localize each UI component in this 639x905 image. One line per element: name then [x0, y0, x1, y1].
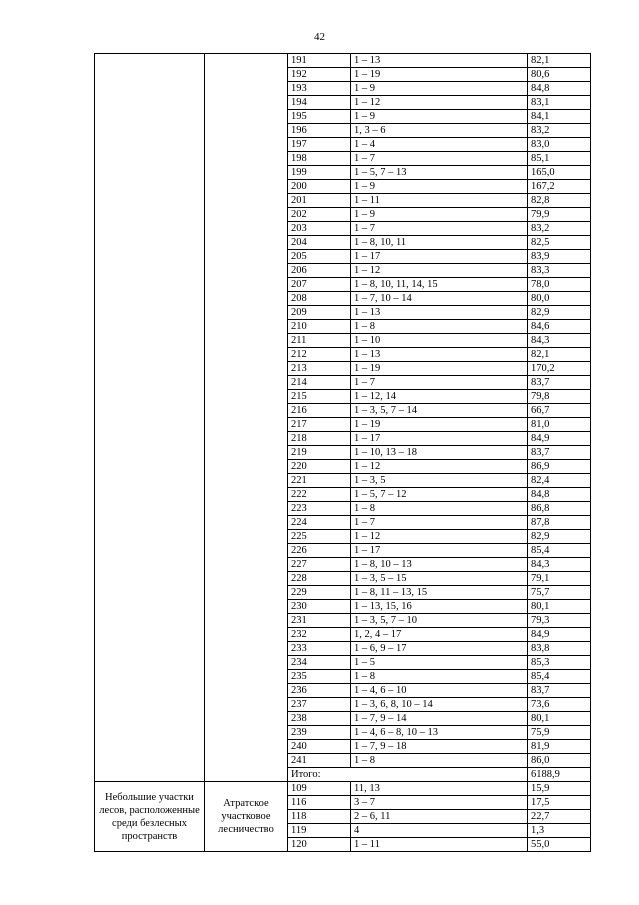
- area-cell: 87,8: [528, 516, 591, 530]
- subcompartment-cell: 1 – 3, 5: [351, 474, 528, 488]
- quarter-cell: 227: [288, 558, 351, 572]
- area-cell: 66,7: [528, 404, 591, 418]
- area-cell: 82,5: [528, 236, 591, 250]
- quarter-cell: 200: [288, 180, 351, 194]
- quarter-cell: 192: [288, 68, 351, 82]
- table-row: [95, 782, 591, 796]
- subcompartment-cell: 1 – 6, 9 – 17: [351, 642, 528, 656]
- subcompartment-cell: 1 – 4, 6 – 10: [351, 684, 528, 698]
- area-cell: 85,1: [528, 152, 591, 166]
- quarter-cell: 222: [288, 488, 351, 502]
- subcompartment-cell: 1 – 8, 11 – 13, 15: [351, 586, 528, 600]
- quarter-cell: 220: [288, 460, 351, 474]
- quarter-cell: 240: [288, 740, 351, 754]
- area-cell: 85,4: [528, 670, 591, 684]
- subcompartment-cell: 1 – 5, 7 – 13: [351, 166, 528, 180]
- quarter-cell: 221: [288, 474, 351, 488]
- quarter-cell: 120: [288, 838, 351, 852]
- page-number: 42: [314, 31, 325, 43]
- quarter-cell: 223: [288, 502, 351, 516]
- subcompartment-cell: 1 – 12: [351, 460, 528, 474]
- subcompartment-cell: 1 – 7: [351, 376, 528, 390]
- subcompartment-cell: 1 – 8: [351, 670, 528, 684]
- quarter-cell: 208: [288, 292, 351, 306]
- subcompartment-cell: 1 – 10, 13 – 18: [351, 446, 528, 460]
- subcompartment-cell: 1 – 5: [351, 656, 528, 670]
- quarter-cell: 232: [288, 628, 351, 642]
- subcompartment-cell: 2 – 6, 11: [351, 810, 528, 824]
- area-cell: 83,2: [528, 124, 591, 138]
- subcompartment-cell: 1 – 7: [351, 152, 528, 166]
- area-cell: 84,3: [528, 558, 591, 572]
- area-cell: 83,1: [528, 96, 591, 110]
- area-cell: 80,1: [528, 600, 591, 614]
- subcompartment-cell: 1 – 9: [351, 110, 528, 124]
- category-cell-empty: [95, 54, 205, 782]
- subcompartment-cell: 1 – 9: [351, 208, 528, 222]
- subcompartment-cell: 1 – 8: [351, 754, 528, 768]
- quarter-cell: 205: [288, 250, 351, 264]
- area-cell: 84,9: [528, 628, 591, 642]
- quarter-cell: 218: [288, 432, 351, 446]
- subcompartment-cell: 1 – 7, 9 – 18: [351, 740, 528, 754]
- subcompartment-cell: 1 – 19: [351, 418, 528, 432]
- area-cell: 82,1: [528, 348, 591, 362]
- area-cell: 84,1: [528, 110, 591, 124]
- subcompartment-cell: 3 – 7: [351, 796, 528, 810]
- area-cell: 17,5: [528, 796, 591, 810]
- area-cell: 85,3: [528, 656, 591, 670]
- area-cell: 86,9: [528, 460, 591, 474]
- quarter-cell: 207: [288, 278, 351, 292]
- area-cell: 82,8: [528, 194, 591, 208]
- quarter-cell: 196: [288, 124, 351, 138]
- quarter-cell: 109: [288, 782, 351, 796]
- area-cell: 83,9: [528, 250, 591, 264]
- forestry-cell: Атратское участковое лесничество: [205, 782, 288, 852]
- quarter-cell: 239: [288, 726, 351, 740]
- subcompartment-cell: 1 – 5, 7 – 12: [351, 488, 528, 502]
- subcompartment-cell: 1 – 9: [351, 82, 528, 96]
- area-cell: 167,2: [528, 180, 591, 194]
- subcompartment-cell: 1 – 11: [351, 194, 528, 208]
- subcompartment-cell: 1 – 11: [351, 838, 528, 852]
- quarter-cell: 212: [288, 348, 351, 362]
- subcompartment-cell: 1 – 8: [351, 320, 528, 334]
- subcompartment-cell: 11, 13: [351, 782, 528, 796]
- quarter-cell: 224: [288, 516, 351, 530]
- quarter-cell: 226: [288, 544, 351, 558]
- area-cell: 78,0: [528, 278, 591, 292]
- area-cell: 81,9: [528, 740, 591, 754]
- area-cell: 15,9: [528, 782, 591, 796]
- quarter-cell: 230: [288, 600, 351, 614]
- forestry-cell-empty: [205, 54, 288, 782]
- total-area: 6188,9: [528, 768, 591, 782]
- quarter-cell: 197: [288, 138, 351, 152]
- quarter-cell: 213: [288, 362, 351, 376]
- subcompartment-cell: 1 – 7, 9 – 14: [351, 712, 528, 726]
- subcompartment-cell: 1 – 17: [351, 250, 528, 264]
- subcompartment-cell: 1 – 8, 10, 11, 14, 15: [351, 278, 528, 292]
- quarter-cell: 195: [288, 110, 351, 124]
- quarter-cell: 119: [288, 824, 351, 838]
- quarter-cell: 217: [288, 418, 351, 432]
- area-cell: 75,7: [528, 586, 591, 600]
- subcompartment-cell: 1 – 9: [351, 180, 528, 194]
- quarter-cell: 237: [288, 698, 351, 712]
- subcompartment-cell: 1 – 19: [351, 362, 528, 376]
- quarter-cell: 228: [288, 572, 351, 586]
- area-cell: 83,7: [528, 684, 591, 698]
- quarter-cell: 236: [288, 684, 351, 698]
- area-cell: 73,6: [528, 698, 591, 712]
- quarter-cell: 204: [288, 236, 351, 250]
- quarter-cell: 211: [288, 334, 351, 348]
- area-cell: 22,7: [528, 810, 591, 824]
- area-cell: 79,8: [528, 390, 591, 404]
- area-cell: 81,0: [528, 418, 591, 432]
- subcompartment-cell: 1 – 4: [351, 138, 528, 152]
- quarter-cell: 209: [288, 306, 351, 320]
- area-cell: 82,1: [528, 54, 591, 68]
- quarter-cell: 238: [288, 712, 351, 726]
- quarter-cell: 234: [288, 656, 351, 670]
- subcompartment-cell: 1 – 17: [351, 544, 528, 558]
- subcompartment-cell: 1 – 12, 14: [351, 390, 528, 404]
- area-cell: 83,3: [528, 264, 591, 278]
- quarter-cell: 203: [288, 222, 351, 236]
- quarter-cell: 235: [288, 670, 351, 684]
- quarter-cell: 229: [288, 586, 351, 600]
- subcompartment-cell: 1 – 7: [351, 516, 528, 530]
- subcompartment-cell: 1 – 12: [351, 96, 528, 110]
- subcompartment-cell: 4: [351, 824, 528, 838]
- area-cell: 82,9: [528, 530, 591, 544]
- subcompartment-cell: 1 – 10: [351, 334, 528, 348]
- quarter-cell: 219: [288, 446, 351, 460]
- area-cell: 86,0: [528, 754, 591, 768]
- forest-plots-table: [94, 53, 591, 852]
- area-cell: 82,4: [528, 474, 591, 488]
- area-cell: 79,1: [528, 572, 591, 586]
- area-cell: 83,2: [528, 222, 591, 236]
- area-cell: 170,2: [528, 362, 591, 376]
- quarter-cell: 214: [288, 376, 351, 390]
- subcompartment-cell: 1 – 3, 5, 7 – 14: [351, 404, 528, 418]
- area-cell: 165,0: [528, 166, 591, 180]
- quarter-cell: 215: [288, 390, 351, 404]
- total-label: Итого:: [288, 768, 528, 782]
- quarter-cell: 201: [288, 194, 351, 208]
- area-cell: 55,0: [528, 838, 591, 852]
- subcompartment-cell: 1 – 17: [351, 432, 528, 446]
- category-cell: Небольшие участки лесов, расположенные среди безлесных пространств: [95, 782, 205, 852]
- area-cell: 80,6: [528, 68, 591, 82]
- subcompartment-cell: 1 – 8: [351, 502, 528, 516]
- subcompartment-cell: 1 – 12: [351, 264, 528, 278]
- subcompartment-cell: 1 – 12: [351, 530, 528, 544]
- area-cell: 84,9: [528, 432, 591, 446]
- quarter-cell: 231: [288, 614, 351, 628]
- quarter-cell: 233: [288, 642, 351, 656]
- area-cell: 84,3: [528, 334, 591, 348]
- quarter-cell: 225: [288, 530, 351, 544]
- subcompartment-cell: 1 – 3, 5, 7 – 10: [351, 614, 528, 628]
- quarter-cell: 241: [288, 754, 351, 768]
- subcompartment-cell: 1 – 13, 15, 16: [351, 600, 528, 614]
- subcompartment-cell: 1 – 19: [351, 68, 528, 82]
- quarter-cell: 116: [288, 796, 351, 810]
- subcompartment-cell: 1 – 7, 10 – 14: [351, 292, 528, 306]
- area-cell: 82,9: [528, 306, 591, 320]
- subcompartment-cell: 1 – 7: [351, 222, 528, 236]
- area-cell: 80,1: [528, 712, 591, 726]
- table-body: [95, 54, 591, 852]
- subcompartment-cell: 1 – 13: [351, 54, 528, 68]
- area-cell: 80,0: [528, 292, 591, 306]
- quarter-cell: 194: [288, 96, 351, 110]
- quarter-cell: 206: [288, 264, 351, 278]
- subcompartment-cell: 1 – 8, 10, 11: [351, 236, 528, 250]
- table-row: [95, 54, 591, 68]
- subcompartment-cell: 1 – 8, 10 – 13: [351, 558, 528, 572]
- area-cell: 79,3: [528, 614, 591, 628]
- subcompartment-cell: 1 – 4, 6 – 8, 10 – 13: [351, 726, 528, 740]
- quarter-cell: 202: [288, 208, 351, 222]
- area-cell: 84,8: [528, 82, 591, 96]
- subcompartment-cell: 1 – 3, 6, 8, 10 – 14: [351, 698, 528, 712]
- area-cell: 85,4: [528, 544, 591, 558]
- subcompartment-cell: 1, 3 – 6: [351, 124, 528, 138]
- area-cell: 83,8: [528, 642, 591, 656]
- area-cell: 75,9: [528, 726, 591, 740]
- area-cell: 86,8: [528, 502, 591, 516]
- area-cell: 83,7: [528, 376, 591, 390]
- subcompartment-cell: 1, 2, 4 – 17: [351, 628, 528, 642]
- area-cell: 1,3: [528, 824, 591, 838]
- area-cell: 79,9: [528, 208, 591, 222]
- quarter-cell: 118: [288, 810, 351, 824]
- area-cell: 84,6: [528, 320, 591, 334]
- quarter-cell: 198: [288, 152, 351, 166]
- quarter-cell: 216: [288, 404, 351, 418]
- quarter-cell: 191: [288, 54, 351, 68]
- subcompartment-cell: 1 – 13: [351, 306, 528, 320]
- area-cell: 83,7: [528, 446, 591, 460]
- quarter-cell: 193: [288, 82, 351, 96]
- subcompartment-cell: 1 – 3, 5 – 15: [351, 572, 528, 586]
- area-cell: 84,8: [528, 488, 591, 502]
- area-cell: 83,0: [528, 138, 591, 152]
- quarter-cell: 199: [288, 166, 351, 180]
- quarter-cell: 210: [288, 320, 351, 334]
- subcompartment-cell: 1 – 13: [351, 348, 528, 362]
